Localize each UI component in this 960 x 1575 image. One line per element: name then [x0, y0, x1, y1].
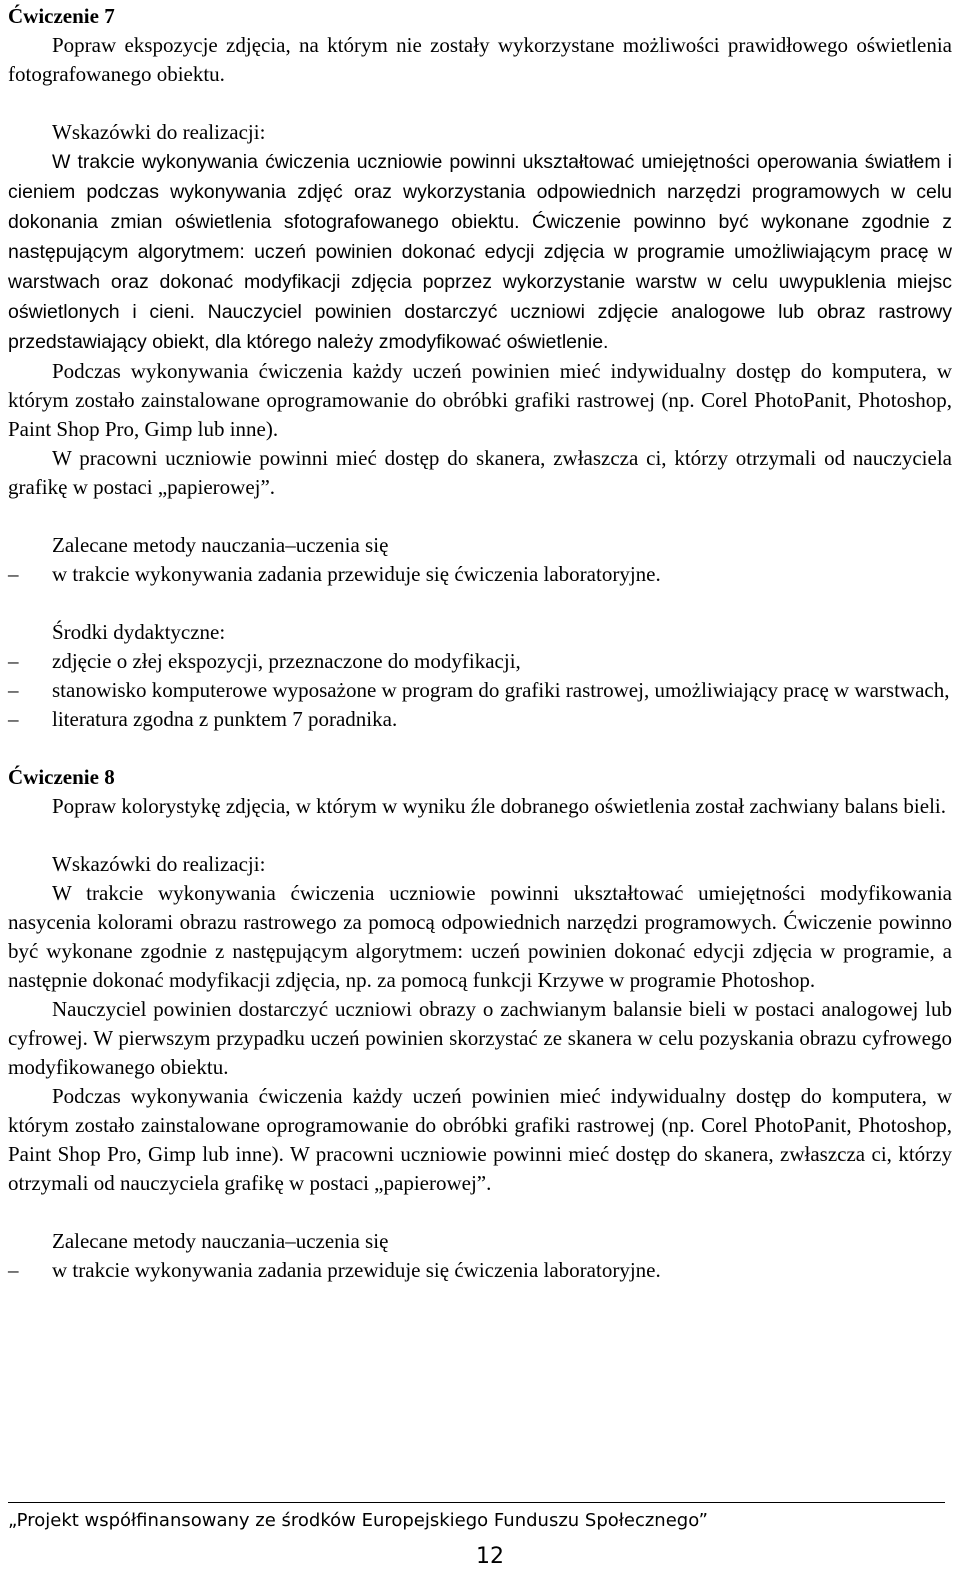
- list-item: [8, 647, 952, 676]
- footer-funding-note: „Projekt współfinansowany ze środków Europejskiego Funduszu Społecznego”: [8, 1510, 708, 1531]
- exercise-8-task: Popraw kolorystykę zdjęcia, w którym w wyniku źle dobranego oświetlenia został zachwiany balans bieli.: [52, 794, 946, 818]
- exercise-8-methods-label: Zalecane metody nauczania–uczenia się: [52, 1229, 389, 1253]
- dash-bullet: –: [8, 649, 19, 673]
- page-content: [8, 2, 952, 1285]
- dash-bullet: –: [8, 562, 19, 586]
- exercise-7-methods-list: [8, 560, 952, 589]
- exercise-7-hints-paragraph-1: [8, 147, 952, 357]
- exercise-7-hints-paragraph-3: W pracowni uczniowie powinni mieć dostęp do skanera, zwłaszcza ci, którzy otrzymali od nauczyciela grafikę w postaci „papierowej”.: [8, 446, 952, 499]
- exercise-8-hints-paragraph-1: W trakcie wykonywania ćwiczenia uczniowie powinni ukształtować umiejętności modyfikowania nasycenia kolorami obrazu rastrowego za pomocą odpowiednich narzędzi programowych. Ćwiczenie powinno być wykonane zgodnie z następującym algorytmem: uczeń powinien dokonać edycji zdjęcia w programie, a następnie dokonać modyfikacji zdjęcia, np. za pomocą funkcji Krzywe w programie Photoshop.: [8, 881, 952, 992]
- exercise-7-resources-list: [8, 647, 952, 734]
- hints-text: W trakcie wykonywania ćwiczenia uczniowie powinni ukształtować umiejętności operowania światłem i cieniem podczas wykonywania zdjęć oraz wykorzystania odpowiednich narzędzi programowych w celu dokonania zmian oświetlenia sfotografowanego obiektu. Ćwiczenie powinno być wykonane zgodnie z następującym algorytmem: uczeń powinien dokonać edycji zdjęcia w programie umożliwiającym pracę w warstwach oraz dokonać modyfikacji zdjęcia poprzez wykorzystanie warstw w celu uwypuklenia miejsc oświetlonych i cieni. Nauczyciel powinien dostarczyć uczniowi zdjęcie analogowe lub obraz rastrowy przedstawiający obiekt, dla którego należy zmodyfikować oświetlenie.: [8, 151, 952, 353]
- exercise-7-hints-paragraph-2: Podczas wykonywania ćwiczenia każdy uczeń powinien mieć indywidualny dostęp do komputera, w którym zostało zainstalowane oprogramowanie do obróbki grafiki rastrowej (np. Corel PhotoPanit, Photoshop, Paint Shop Pro, Gimp lub inne).: [8, 359, 952, 441]
- dash-bullet: –: [8, 707, 19, 731]
- list-item-text: literatura zgodna z punktem 7 poradnika.: [52, 707, 398, 731]
- list-item: [8, 560, 952, 589]
- spacer: [8, 589, 952, 618]
- list-item-text: zdjęcie o złej ekspozycji, przeznaczone do modyfikacji,: [52, 649, 521, 673]
- list-item: [8, 705, 952, 734]
- exercise-7-methods-label: Zalecane metody nauczania–uczenia się: [52, 533, 389, 557]
- dash-bullet: –: [8, 1258, 19, 1282]
- spacer: [8, 1198, 952, 1227]
- exercise-7-title: Ćwiczenie 7: [8, 4, 115, 28]
- spacer: [8, 89, 952, 118]
- list-item-text: w trakcie wykonywania zadania przewiduje się ćwiczenia laboratoryjne.: [52, 562, 661, 586]
- exercise-8-hints-paragraph-3: Podczas wykonywania ćwiczenia każdy uczeń powinien mieć indywidualny dostęp do komputera, w którym zostało zainstalowane oprogramowanie do obróbki grafiki rastrowej (np. Corel PhotoPanit, Photoshop, Paint Shop Pro, Gimp lub inne). W pracowni uczniowie powinni mieć dostęp do skanera, zwłaszcza ci, którzy otrzymali od nauczyciela grafikę w postaci „papierowej”.: [8, 1084, 952, 1195]
- list-item-text: w trakcie wykonywania zadania przewiduje się ćwiczenia laboratoryjne.: [52, 1258, 661, 1282]
- exercise-7-hints-label: Wskazówki do realizacji:: [52, 120, 266, 144]
- exercise-8-hints-paragraph-2: Nauczyciel powinien dostarczyć uczniowi obrazy o zachwianym balansie bieli w postaci analogowej lub cyfrowej. W pierwszym przypadku uczeń powinien skorzystać ze skanera w celu pozyskania obrazu cyfrowego modyfikowanego obiektu.: [8, 997, 952, 1079]
- list-item-text: stanowisko komputerowe wyposażone w program do grafiki rastrowej, umożliwiający pracę w warstwach,: [52, 678, 950, 702]
- exercise-7-task: Popraw ekspozycje zdjęcia, na którym nie zostały wykorzystane możliwości prawidłowego oświetlenia fotografowanego obiektu.: [8, 33, 952, 86]
- dash-bullet: –: [8, 678, 19, 702]
- exercise-8-methods-list: [8, 1256, 952, 1285]
- exercise-7-resources-label: Środki dydaktyczne:: [52, 620, 226, 644]
- footer-divider: [8, 1502, 945, 1503]
- spacer: [8, 821, 952, 850]
- list-item: [8, 1256, 952, 1285]
- exercise-8-hints-label: Wskazówki do realizacji:: [52, 852, 266, 876]
- list-item: [8, 676, 952, 705]
- exercise-8-title: Ćwiczenie 8: [8, 765, 115, 789]
- page-number: 12: [476, 1544, 504, 1569]
- spacer: [8, 734, 952, 763]
- spacer: [8, 502, 952, 531]
